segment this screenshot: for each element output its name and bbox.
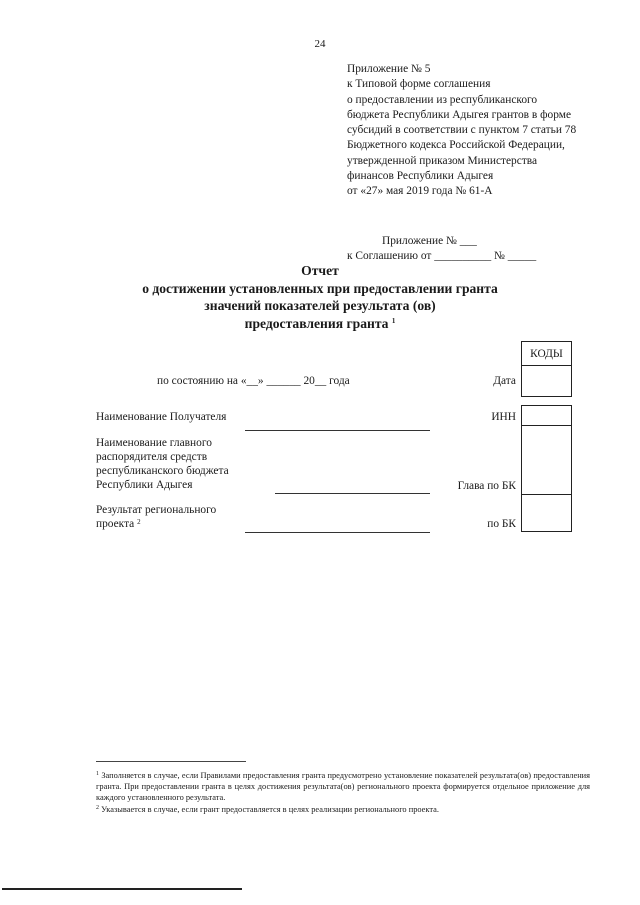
footnotes [96,770,590,815]
inn-code-cell[interactable] [521,405,572,426]
title-line: значений показателей результата (ов) [204,298,436,313]
appendix-line: Приложение № 5 [347,63,431,75]
date-label: Дата [493,375,516,387]
appendix-line: утвержденной приказом Министерства [347,154,538,167]
footnote-ref-2: 2 [137,518,141,526]
recipient-label: Наименование Получателя [96,411,227,423]
footnote-ref-1: 1 [391,316,396,325]
chapter-bk-code-cell[interactable] [521,425,572,495]
scan-edge-line [2,888,242,890]
appendix-header [347,62,576,200]
as-of-date-label: по состоянию на «__» ______ 20__ года [157,375,350,387]
report-title [0,262,640,332]
footnote-separator [96,761,246,762]
agreement-reference: к Соглашению от __________ № _____ [347,250,537,262]
page-number: 24 [314,38,326,50]
appendix-line: от «27» мая 2019 года № 61-А [347,185,493,198]
title-line: предоставления гранта $^1$ [244,315,396,331]
bk-label: по БК [487,518,516,530]
budget-manager-label: Наименование главного распорядителя средств республиканского бюджета Республики Адыгея [96,437,229,491]
bk-code-cell[interactable] [521,494,572,532]
footnote-1: $^1$ Заполняется в случае, если Правилами предоставления гранта предусмотрено установление показателей результата(ов) предоставления гранта. При предоставлении гранта в целях достижения результата(ов) регионального проекта формируется отдельное приложение для каждого установленного результата. [96,771,591,803]
budget-manager-underline[interactable] [275,493,430,494]
codes-header: КОДЫ [521,341,572,366]
appendix-line: о предоставлении из республиканского [347,93,538,106]
appendix-blank-number: Приложение № ___ [382,235,477,247]
date-code-cell[interactable] [521,365,572,397]
inn-label: ИНН [491,411,516,423]
chapter-bk-label: Глава по БК [457,480,516,492]
footnote-2: $^2$ Указывается в случае, если грант предоставляется в целях реализации регионального проекта. [96,804,439,814]
appendix-line: Бюджетного кодекса Российской Федерации, [347,139,565,152]
recipient-underline[interactable] [245,430,430,431]
regional-project-result-label: Результат регионального проекта $^2$ [96,504,217,530]
title-line: о достижении установленных при предоставлении гранта [142,280,498,296]
appendix-line: к Типовой форме соглашения [347,78,491,91]
appendix-line: субсидий в соответствии с пунктом 7 статьи 78 [347,124,577,137]
appendix-line: финансов Республики Адыгея [347,170,494,183]
regional-project-underline[interactable] [245,532,430,533]
appendix-line: бюджета Республики Адыгея грантов в форме [347,108,572,121]
title-line: Отчет [301,263,339,278]
